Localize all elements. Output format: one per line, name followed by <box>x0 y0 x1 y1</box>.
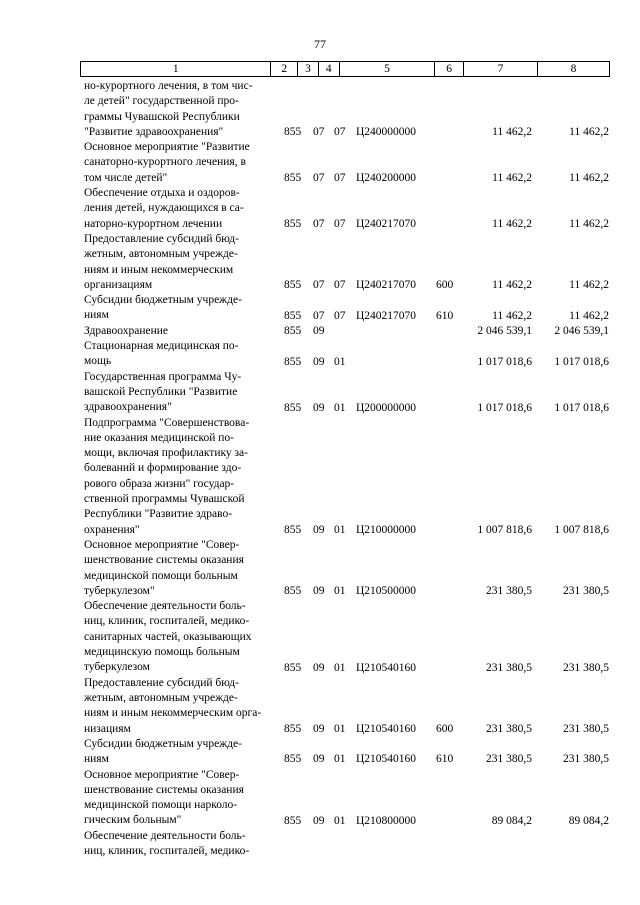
subsection-code: 01 <box>334 814 346 827</box>
description-line: "Развитие здравоохранения" <box>84 125 224 138</box>
description-line: гическим больным" <box>84 814 182 827</box>
amount-year-2: 1 007 818,6 <box>554 523 609 536</box>
description-line: санаторно-курортного лечения, в <box>84 156 246 169</box>
amount-year-1: 1 007 818,6 <box>477 523 532 536</box>
description-line: том числе детей" <box>84 171 168 184</box>
table-row <box>80 324 610 339</box>
target-article-code: Ц240217070 <box>356 309 417 322</box>
section-code: 09 <box>313 585 325 598</box>
row-description <box>84 538 272 599</box>
amount-year-1: 11 462,2 <box>492 172 532 185</box>
amount-year-2: 11 462,2 <box>569 217 609 230</box>
table-row <box>80 339 610 370</box>
section-code: 09 <box>313 722 325 735</box>
description-line: ления детей, нуждающихся в са- <box>84 202 244 215</box>
amount-year-2: 231 380,5 <box>563 722 609 735</box>
description-line: Обеспечение деятельности боль- <box>84 829 246 842</box>
target-article-code: Ц210540160 <box>356 661 417 674</box>
table-row <box>80 232 610 293</box>
ministry-code: 855 <box>284 172 302 185</box>
table-row <box>80 293 610 324</box>
description-line: жетным, автономным учрежде- <box>84 248 238 261</box>
description-line: туберкулезом <box>84 661 150 674</box>
amount-year-2: 11 462,2 <box>569 172 609 185</box>
description-line: шенствование системы оказания <box>84 783 244 796</box>
row-description <box>84 79 272 140</box>
description-line: Подпрограмма "Совершенствова- <box>84 416 250 429</box>
description-line: организациям <box>84 278 153 291</box>
amount-year-2: 89 084,2 <box>568 814 609 827</box>
row-description <box>84 599 272 675</box>
target-article-code: Ц210540160 <box>356 753 417 766</box>
expense-type-code: 600 <box>436 279 454 292</box>
row-description <box>84 293 272 324</box>
header-col-4: 4 <box>319 62 340 76</box>
amount-year-2: 231 380,5 <box>563 753 609 766</box>
target-article-code: Ц210000000 <box>356 523 417 536</box>
section-code: 09 <box>313 355 325 368</box>
expense-type-code: 610 <box>436 753 454 766</box>
target-article-code: Ц240000000 <box>356 126 417 139</box>
row-description <box>84 324 272 339</box>
header-col-8: 8 <box>570 63 577 75</box>
page-number: 77 <box>314 37 326 51</box>
target-article-code: Ц210800000 <box>356 814 417 827</box>
description-line: жетным, автономным учрежде- <box>84 691 238 704</box>
description-line: граммы Чувашской Республики <box>84 110 240 123</box>
description-line: санитарных частей, оказывающих <box>84 630 252 643</box>
description-line: Предоставление субсидий бюд- <box>84 233 239 245</box>
description-line: здравоохранения" <box>84 401 172 414</box>
description-line: ле детей" государственной про- <box>84 95 239 108</box>
description-line: ниям <box>84 753 109 766</box>
description-line: шенствование системы оказания <box>84 554 244 567</box>
ministry-code: 855 <box>284 661 302 674</box>
row-description <box>84 829 272 860</box>
description-line: медицинской помощи больным <box>84 569 238 582</box>
amount-year-2: 11 462,2 <box>569 279 609 292</box>
amount-year-2: 1 017 018,6 <box>554 401 609 414</box>
table-header <box>80 61 610 77</box>
section-code: 07 <box>313 126 325 139</box>
table-row <box>80 79 610 140</box>
row-description <box>84 737 272 768</box>
row-description <box>84 768 272 829</box>
description-line: ниям <box>84 309 109 322</box>
ministry-code: 855 <box>284 309 302 322</box>
row-description <box>84 339 272 370</box>
target-article-code: Ц240217070 <box>356 217 417 230</box>
description-line: туберкулезом" <box>84 584 155 597</box>
description-line: но-курортного лечения, в том чис- <box>84 80 253 92</box>
table-row <box>80 416 610 538</box>
ministry-code: 855 <box>284 126 302 139</box>
amount-year-1: 11 462,2 <box>492 309 532 322</box>
ministry-code: 855 <box>284 325 302 338</box>
description-line: рового образа жизни" государ- <box>84 477 235 490</box>
description-line: ственной программы Чувашской <box>84 493 245 506</box>
header-col-3: 3 <box>298 62 319 76</box>
target-article-code: Ц210540160 <box>356 722 417 735</box>
section-code: 09 <box>313 661 325 674</box>
row-description <box>84 232 272 293</box>
amount-year-1: 231 380,5 <box>486 722 532 735</box>
row-description <box>84 416 272 538</box>
ministry-code: 855 <box>284 355 302 368</box>
description-line: медицинскую помощь больным <box>84 646 240 659</box>
description-line: низациям <box>84 722 131 735</box>
subsection-code: 01 <box>334 722 346 735</box>
description-line: ниям и иным некоммерческим орга- <box>84 707 262 720</box>
description-line: ниц, клиник, госпиталей, медико- <box>84 844 250 857</box>
subsection-code: 01 <box>334 585 346 598</box>
section-code: 09 <box>313 753 325 766</box>
expense-type-code: 600 <box>436 722 454 735</box>
table-row <box>80 370 610 416</box>
amount-year-1: 2 046 539,1 <box>477 325 532 338</box>
subsection-code: 07 <box>334 126 346 139</box>
target-article-code: Ц240200000 <box>356 172 417 185</box>
amount-year-2: 1 017 018,6 <box>554 355 609 368</box>
description-line: наторно-курортном лечении <box>84 217 223 230</box>
amount-year-2: 11 462,2 <box>569 126 609 139</box>
section-code: 09 <box>313 523 325 536</box>
amount-year-2: 11 462,2 <box>569 309 609 322</box>
table-row <box>80 538 610 599</box>
table-row <box>80 768 610 829</box>
table-row <box>80 829 610 860</box>
subsection-code: 01 <box>334 401 346 414</box>
target-article-code: Ц210500000 <box>356 585 417 598</box>
ministry-code: 855 <box>284 585 302 598</box>
description-line: медицинской помощи нарколо- <box>84 799 238 812</box>
description-line: Основное мероприятие "Развитие <box>84 141 250 154</box>
section-code: 07 <box>313 309 325 322</box>
description-line: ниям и иным некоммерческим <box>84 263 234 276</box>
description-line: Основное мероприятие "Совер- <box>84 539 240 551</box>
section-code: 09 <box>313 401 325 414</box>
table-row <box>80 140 610 186</box>
section-code: 07 <box>313 172 325 185</box>
amount-year-1: 11 462,2 <box>492 217 532 230</box>
ministry-code: 855 <box>284 217 302 230</box>
description-line: болеваний и формирование здо- <box>84 462 242 475</box>
description-line: ние оказания медицинской по- <box>84 431 234 444</box>
description-line: Субсидии бюджетным учрежде- <box>84 737 242 750</box>
subsection-code: 07 <box>334 279 346 292</box>
row-description <box>84 370 272 416</box>
amount-year-1: 1 017 018,6 <box>477 355 532 368</box>
amount-year-1: 231 380,5 <box>486 661 532 674</box>
amount-year-1: 231 380,5 <box>486 585 532 598</box>
amount-year-1: 231 380,5 <box>486 753 532 766</box>
ministry-code: 855 <box>284 753 302 766</box>
table-row <box>80 737 610 768</box>
description-line: Обеспечение деятельности боль- <box>84 600 246 613</box>
header-col-1: 1 <box>81 62 271 76</box>
subsection-code: 01 <box>334 355 346 368</box>
description-line: охранения" <box>84 523 140 536</box>
description-line: мощь <box>84 355 112 368</box>
amount-year-2: 2 046 539,1 <box>554 325 609 338</box>
table-row <box>80 676 610 737</box>
subsection-code: 01 <box>334 753 346 766</box>
subsection-code: 07 <box>334 172 346 185</box>
amount-year-2: 231 380,5 <box>563 661 609 674</box>
header-col-5: 5 <box>340 62 436 76</box>
subsection-code: 01 <box>334 523 346 536</box>
amount-year-1: 11 462,2 <box>492 126 532 139</box>
header-col-2: 2 <box>271 62 298 76</box>
description-line: Обеспечение отдыха и оздоров- <box>84 187 240 200</box>
header-col-7: 7 <box>464 62 538 76</box>
subsection-code: 07 <box>334 309 346 322</box>
description-line: вашской Республики "Развитие <box>84 385 238 398</box>
description-line: Субсидии бюджетным учрежде- <box>84 294 242 307</box>
row-description <box>84 676 272 737</box>
section-code: 07 <box>313 279 325 292</box>
subsection-code: 07 <box>334 217 346 230</box>
amount-year-1: 11 462,2 <box>492 279 532 292</box>
description-line: Основное мероприятие "Совер- <box>84 768 240 781</box>
table-row <box>80 186 610 232</box>
description-line: Республики "Развитие здраво- <box>84 508 233 521</box>
section-code: 07 <box>313 217 325 230</box>
expense-type-code: 610 <box>436 309 454 322</box>
ministry-code: 855 <box>284 814 302 827</box>
target-article-code: Ц240217070 <box>356 279 417 292</box>
description-line: Государственная программа Чу- <box>84 370 242 383</box>
amount-year-2: 231 380,5 <box>563 585 609 598</box>
amount-year-1: 1 017 018,6 <box>477 401 532 414</box>
table-row <box>80 599 610 676</box>
row-description <box>84 186 272 232</box>
amount-year-1: 89 084,2 <box>491 814 532 827</box>
description-line: Предоставление субсидий бюд- <box>84 676 239 689</box>
section-code: 09 <box>313 814 325 827</box>
description-line: Здравоохранение <box>84 324 169 337</box>
target-article-code: Ц200000000 <box>356 401 417 414</box>
header-col-6: 6 <box>435 62 464 76</box>
row-description <box>84 140 272 186</box>
ministry-code: 855 <box>284 401 302 414</box>
ministry-code: 855 <box>284 722 302 735</box>
section-code: 09 <box>313 325 325 338</box>
description-line: мощи, включая профилактику за- <box>84 447 248 460</box>
description-line: ниц, клиник, госпиталей, медико- <box>84 615 250 628</box>
ministry-code: 855 <box>284 523 302 536</box>
description-line: Стационарная медицинская по- <box>84 340 239 353</box>
ministry-code: 855 <box>284 279 302 292</box>
subsection-code: 01 <box>334 661 346 674</box>
